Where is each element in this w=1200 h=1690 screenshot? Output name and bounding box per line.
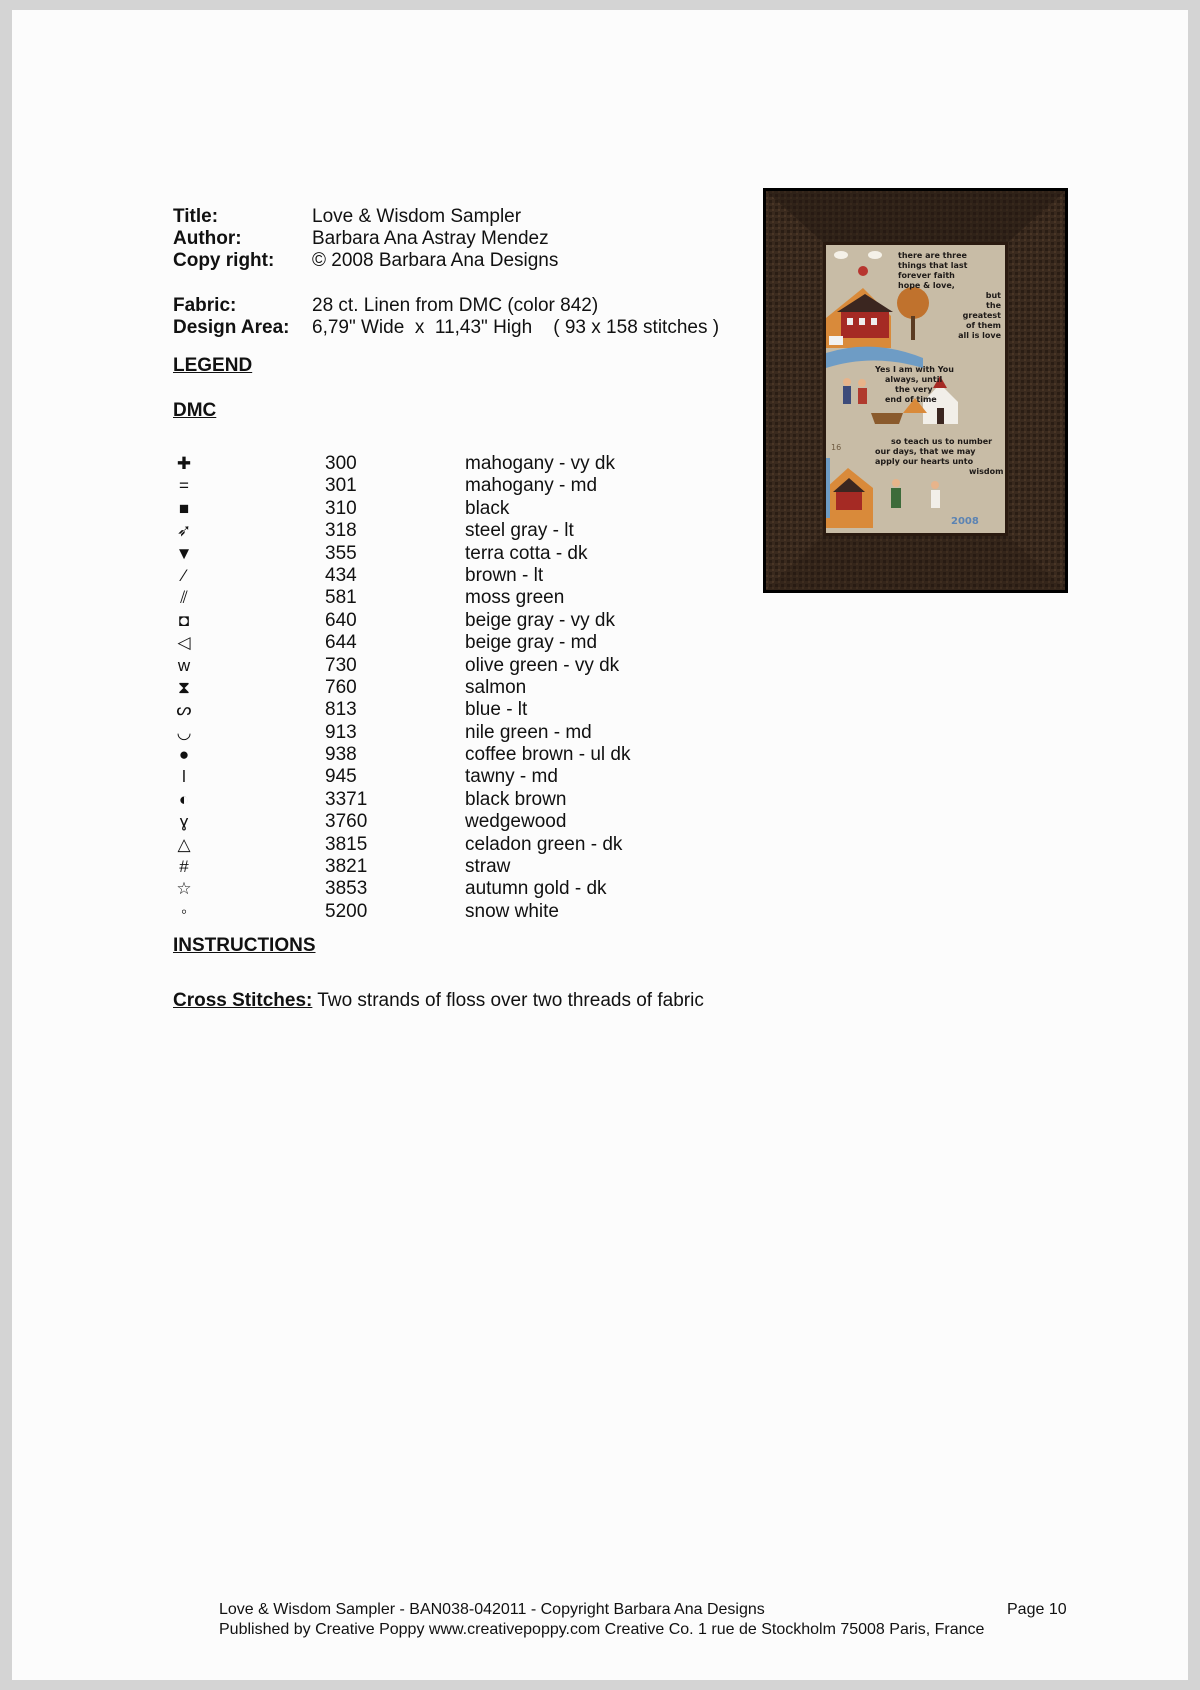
color-name: coffee brown - ul dk: [465, 744, 631, 766]
sampler-verse-line: there are three: [898, 251, 967, 260]
stitch-symbol-icon: ◁: [177, 633, 191, 653]
design-area-value: 6,79" Wide x 11,43" High ( 93 x 158 stitches ): [312, 317, 720, 338]
stitch-symbol-icon: ◦: [180, 901, 188, 921]
stitch-symbol-icon: ǀ: [181, 767, 187, 787]
sampler-verse-line: greatest: [962, 311, 1001, 320]
dmc-code: 640: [325, 609, 357, 631]
sampler-number: 16: [831, 443, 842, 452]
sampler-verse-line: always, until: [885, 375, 943, 384]
dmc-code: 310: [325, 497, 357, 519]
sampler-verse-line: the very: [895, 385, 933, 394]
design-area-label: Design Area:: [173, 317, 290, 338]
sampler-verse-line: end of time: [885, 395, 937, 404]
sampler-verse-line: our days, that we may: [875, 447, 976, 456]
title-label: Title:: [173, 206, 219, 227]
dmc-code: 300: [325, 453, 357, 474]
stitch-symbol-icon: =: [179, 476, 189, 496]
color-name: straw: [465, 856, 511, 878]
stitch-symbol-icon: #: [179, 857, 189, 877]
legend-heading: LEGEND: [173, 355, 253, 376]
color-name: steel gray - lt: [465, 520, 574, 542]
cross-stitch-label: Cross Stitches:: [173, 990, 313, 1011]
color-name: celadon green - dk: [465, 833, 623, 855]
dmc-code: 945: [325, 766, 357, 788]
color-name: black brown: [465, 788, 567, 810]
cloud-motif: [834, 251, 848, 259]
footer-line-1: Love & Wisdom Sampler - BAN038-042011 - Copyright Barbara Ana Designs: [219, 1601, 765, 1618]
color-name: blue - lt: [465, 699, 528, 721]
stitch-symbol-icon: ⫽: [180, 588, 188, 608]
sheep-motif: [829, 336, 843, 345]
dmc-code: 3853: [325, 878, 368, 900]
color-name: brown - lt: [465, 564, 544, 586]
figure-motif: [843, 386, 851, 404]
dmc-code: 938: [325, 744, 357, 766]
dmc-code: 3821: [325, 856, 368, 878]
stitch-symbol-icon: ⧗: [178, 677, 190, 697]
dmc-code: 644: [325, 632, 357, 654]
page-footer: [219, 1600, 984, 1640]
sampler-verse-line: so teach us to number: [891, 437, 993, 446]
angel-motif: [931, 490, 940, 508]
fabric-value: 28 ct. Linen from DMC (color 842): [312, 295, 599, 316]
color-name: autumn gold - dk: [465, 878, 607, 900]
footer-line-2: Published by Creative Poppy www.creativepoppy.com Creative Co. 1 rue de Stockholm 75008 Paris, France: [219, 1621, 985, 1638]
sampler-verse-line: the: [986, 301, 1001, 310]
small-house-motif: [836, 490, 862, 510]
dmc-code: 434: [325, 564, 357, 586]
heart-motif: [858, 266, 868, 276]
stitch-symbol-icon: ✚: [176, 454, 192, 473]
fabric-label: Fabric:: [173, 295, 237, 316]
stitch-symbol-icon: ɣ: [179, 812, 189, 832]
cross-stitch-instruction: [173, 990, 704, 1012]
title-value: Love & Wisdom Sampler: [312, 206, 522, 227]
sampler-verse-line: wisdom: [969, 467, 1004, 476]
color-name: nile green - md: [465, 721, 592, 743]
color-name: beige gray - md: [465, 632, 598, 654]
document-page: [12, 10, 1188, 1680]
cross-stitch-text: Two strands of floss over two threads of fabric: [312, 990, 704, 1011]
sampler-verse-line: all is love: [958, 331, 1001, 340]
color-name: salmon: [465, 676, 527, 698]
stitch-symbol-icon: ⁄: [182, 565, 186, 585]
girl-figure-motif: [891, 488, 901, 508]
stitch-symbol-icon: ▼: [175, 543, 193, 563]
sampler-verse-line: apply our hearts unto: [875, 457, 974, 466]
dmc-code: 3815: [325, 833, 368, 855]
stitch-symbol-icon: ◘: [178, 610, 190, 630]
color-name: olive green - vy dk: [465, 654, 620, 676]
author-value: Barbara Ana Astray Mendez: [312, 228, 549, 249]
color-name: mahogany - md: [465, 475, 598, 497]
color-name: snow white: [465, 900, 559, 922]
dmc-heading: DMC: [173, 400, 217, 421]
stitch-symbol-icon: ●: [178, 745, 190, 765]
dmc-code: 760: [325, 676, 357, 698]
color-name: black: [465, 497, 510, 519]
color-name: wedgewood: [465, 811, 567, 833]
stitch-symbol-icon: ☆: [176, 879, 192, 899]
dmc-code: 813: [325, 699, 357, 721]
color-name: beige gray - vy dk: [465, 609, 615, 631]
dmc-code: 913: [325, 721, 357, 743]
copyright-value: © 2008 Barbara Ana Designs: [312, 250, 559, 271]
sampler-year: 2008: [951, 516, 979, 527]
stitch-symbol-icon: w: [177, 655, 191, 675]
stitch-symbol-icon: △: [177, 834, 191, 854]
sampler-verse-line: of them: [965, 321, 1001, 330]
dmc-code: 730: [325, 654, 357, 676]
sampler-verse-line: forever faith: [898, 271, 955, 280]
sampler-verse-line: hope & love,: [898, 281, 955, 290]
dmc-code: 3371: [325, 788, 368, 810]
dmc-code: 5200: [325, 900, 368, 922]
tree-motif: [897, 287, 929, 319]
basket-motif: [871, 413, 903, 424]
instructions-heading: INSTRUCTIONS: [173, 935, 316, 956]
color-name: moss green: [465, 587, 565, 609]
dmc-code: 3760: [325, 811, 368, 833]
sampler-verse-line: Yes I am with You: [875, 365, 954, 374]
dmc-code: 301: [325, 475, 357, 497]
dmc-code: 318: [325, 520, 357, 542]
stitch-symbol-icon: ■: [178, 498, 190, 518]
stitch-symbol-icon: ᔕ: [176, 700, 192, 720]
sampler-verse-line: things that last: [898, 261, 968, 270]
color-name: terra cotta - dk: [465, 542, 588, 564]
stitch-symbol-icon: ◡: [176, 722, 192, 742]
author-label: Author:: [173, 228, 242, 249]
color-name: mahogany - vy dk: [465, 453, 615, 474]
dmc-code: 355: [325, 542, 357, 564]
page-number: Page 10: [1007, 1601, 1067, 1618]
copyright-label: Copy right:: [173, 250, 275, 271]
framed-sampler-photo: [763, 188, 1068, 593]
sampler-verse-line: but: [985, 291, 1001, 300]
dmc-code: 581: [325, 587, 357, 609]
stitch-symbol-icon: ➶: [176, 521, 192, 541]
stitch-symbol-icon: ◐: [178, 789, 190, 809]
color-name: tawny - md: [465, 766, 558, 788]
